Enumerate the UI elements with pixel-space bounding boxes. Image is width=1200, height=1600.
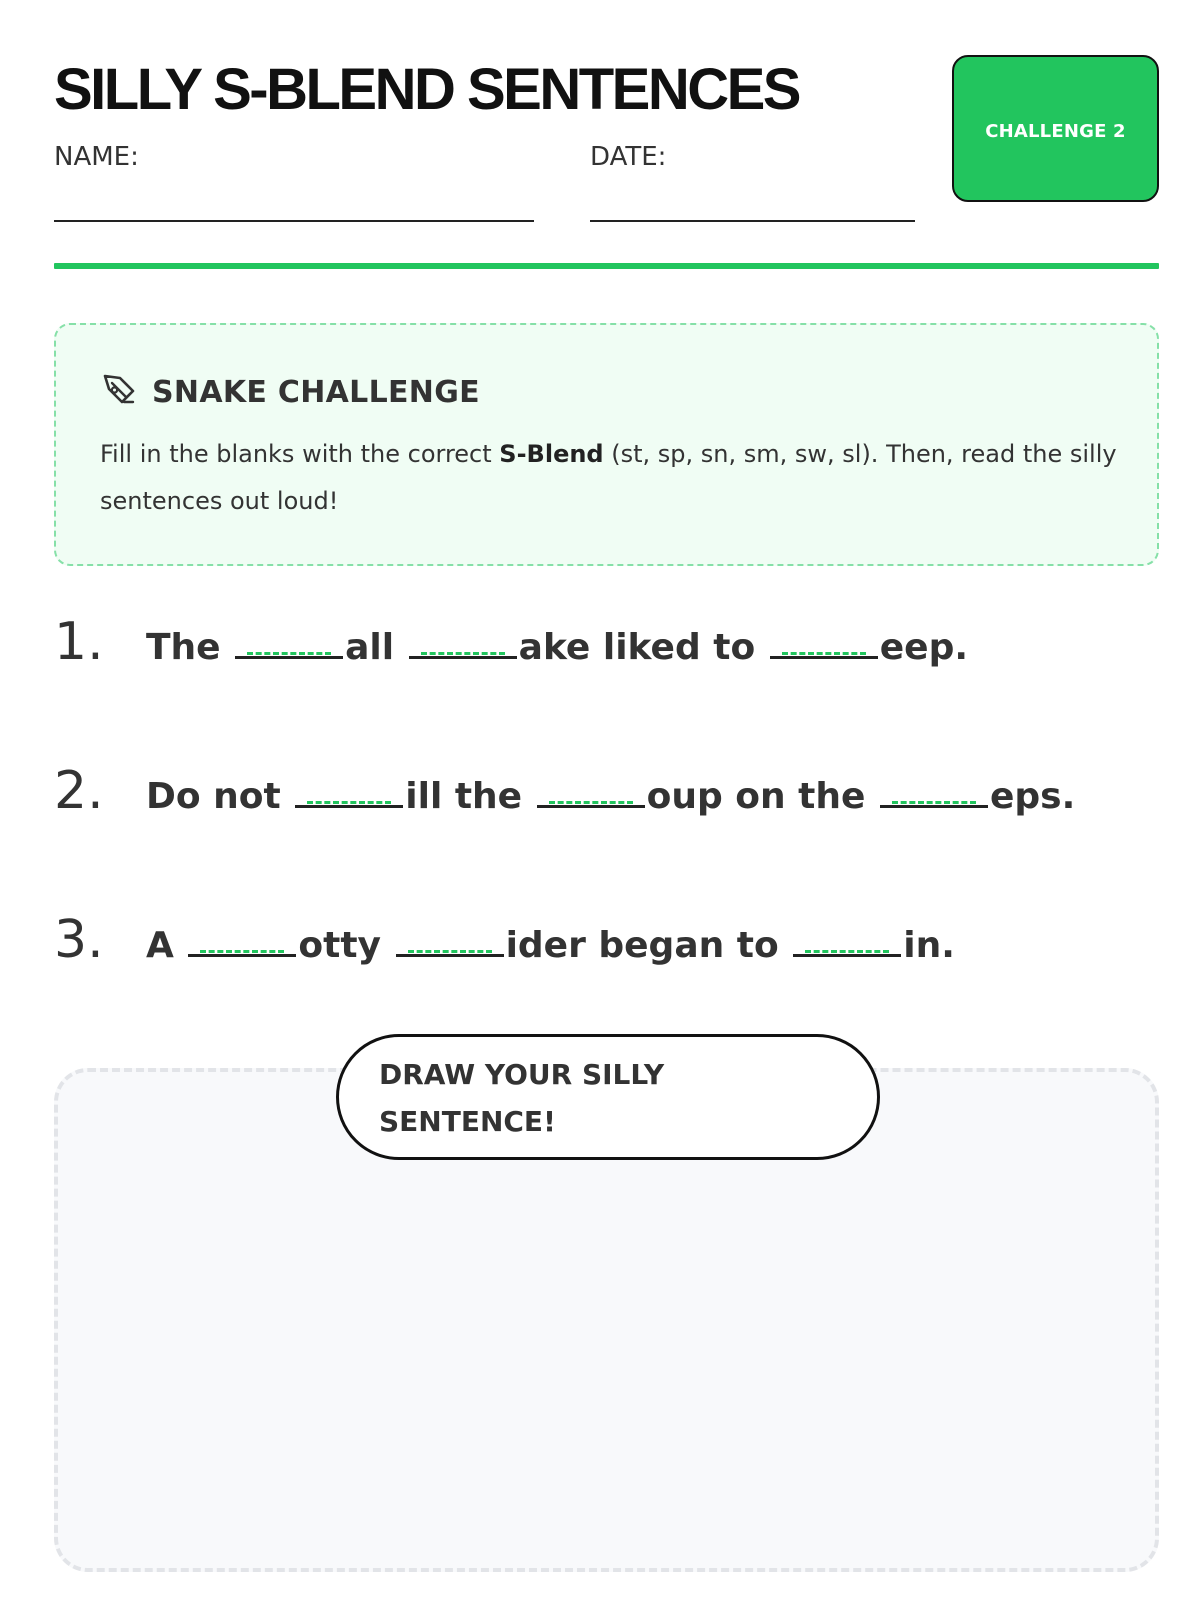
name-line[interactable] (54, 220, 534, 222)
instructions-title: SNAKE CHALLENGE (152, 374, 480, 410)
header-divider (54, 263, 1159, 269)
blank[interactable] (235, 655, 343, 659)
sentence-1: 1. The all ake liked to eep. (54, 612, 969, 672)
date-label: DATE: (590, 142, 667, 172)
blank[interactable] (770, 655, 878, 659)
blank[interactable] (396, 953, 504, 957)
sentence-number: 1. (54, 612, 104, 672)
blank[interactable] (188, 953, 296, 957)
drawing-label: DRAW YOUR SILLY SENTENCE! (336, 1034, 880, 1160)
sentence-2: 2. Do not ill the oup on the eps. (54, 761, 1076, 821)
pencil-tag-icon (100, 371, 138, 413)
sentence-number: 2. (54, 761, 104, 821)
date-line[interactable] (590, 220, 915, 222)
sentence-3: 3. A otty ider began to in. (54, 910, 955, 970)
blank[interactable] (295, 804, 403, 808)
worksheet-title: SILLY S-BLEND SENTENCES (54, 57, 799, 122)
name-label: NAME: (54, 142, 139, 172)
instructions-box (54, 323, 1159, 566)
blank[interactable] (409, 655, 517, 659)
blank[interactable] (537, 804, 645, 808)
blank[interactable] (793, 953, 901, 957)
blank[interactable] (880, 804, 988, 808)
instructions-text: Fill in the blanks with the correct S-Blend (st, sp, sn, sm, sw, sl). Then, read the silly sentences out loud! (100, 440, 1117, 515)
challenge-badge: CHALLENGE 2 (952, 55, 1159, 202)
sentence-number: 3. (54, 910, 104, 970)
